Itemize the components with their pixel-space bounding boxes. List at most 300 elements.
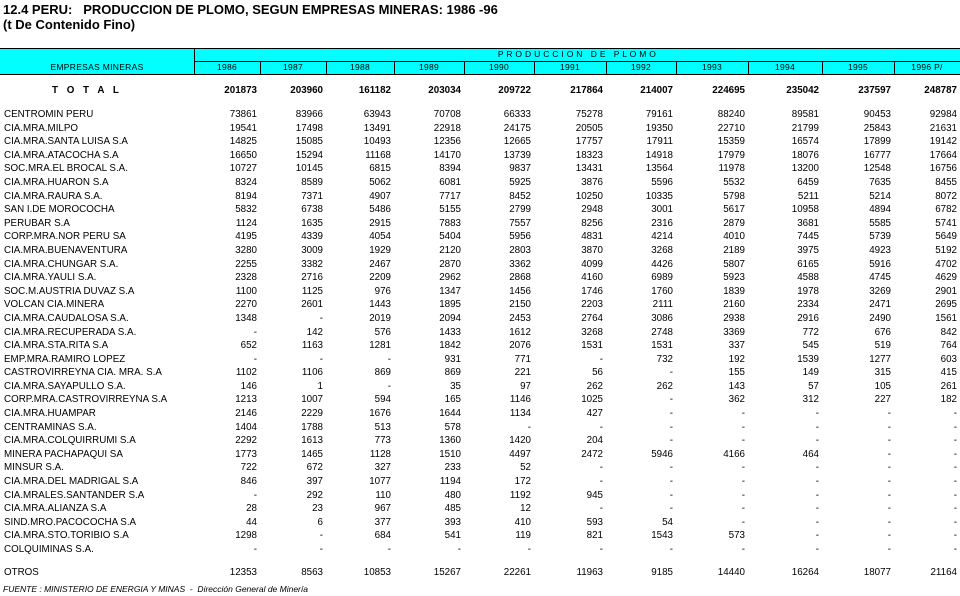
value-cell: 4010: [723, 231, 745, 243]
company-name: CASTROVIRREYNA CIA. MRA. S.A: [4, 367, 162, 379]
value-cell: 1443: [369, 299, 391, 311]
table-row: [0, 190, 960, 204]
value-cell: -: [741, 489, 745, 501]
value-cell: -: [319, 544, 323, 555]
value-cell: 21799: [791, 122, 819, 134]
value-cell: -: [669, 394, 673, 406]
value-cell: -: [887, 503, 891, 515]
value-cell: -: [253, 326, 257, 338]
value-cell: 4195: [235, 231, 257, 243]
table-row: [0, 516, 960, 530]
value-cell: 1839: [723, 285, 745, 297]
value-cell: 237597: [858, 85, 891, 97]
value-cell: 16574: [791, 136, 819, 148]
value-cell: -: [887, 462, 891, 474]
value-cell: 545: [802, 340, 819, 352]
value-cell: -: [887, 408, 891, 420]
spacer-row: [0, 557, 960, 566]
value-cell: 146: [240, 380, 257, 392]
table-row: [0, 543, 960, 557]
value-cell: 8455: [935, 176, 957, 188]
value-cell: 17979: [717, 149, 745, 161]
value-cell: -: [953, 448, 957, 460]
value-cell: 105: [874, 380, 891, 392]
value-cell: 1746: [581, 285, 603, 297]
value-cell: 5404: [439, 231, 461, 243]
value-cell: 11963: [576, 566, 603, 578]
value-cell: 88240: [717, 109, 745, 120]
value-cell: 8256: [581, 217, 603, 229]
value-cell: 15267: [433, 566, 461, 578]
value-cell: 2292: [235, 435, 257, 447]
value-cell: 3086: [651, 312, 673, 324]
value-cell: 7557: [509, 217, 531, 229]
value-cell: 4054: [369, 231, 391, 243]
value-cell: 1539: [797, 353, 819, 365]
value-cell: 3280: [235, 244, 257, 256]
value-cell: -: [815, 530, 819, 542]
table-row: [0, 353, 960, 367]
value-cell: 4166: [723, 448, 745, 460]
value-cell: 1773: [235, 448, 257, 460]
value-cell: 235042: [786, 85, 819, 97]
value-cell: 20505: [575, 122, 603, 134]
value-cell: 842: [940, 326, 957, 338]
value-cell: 2453: [509, 312, 531, 324]
value-cell: 2120: [439, 244, 461, 256]
value-cell: 92984: [929, 109, 957, 120]
value-cell: 4426: [651, 258, 673, 270]
value-cell: 672: [306, 462, 323, 474]
value-cell: 8452: [509, 190, 531, 202]
value-cell: -: [599, 544, 603, 555]
value-cell: 945: [586, 489, 603, 501]
value-cell: 203960: [290, 85, 323, 97]
table-row: [0, 285, 960, 299]
header-year: 1995: [847, 62, 869, 72]
value-cell: 1676: [369, 408, 391, 420]
company-name: CIA.MRA.BUENAVENTURA: [4, 244, 128, 256]
value-cell: -: [457, 544, 461, 555]
value-cell: 214007: [640, 85, 673, 97]
company-name: PERUBAR S.A: [4, 217, 70, 229]
value-cell: 10727: [229, 163, 257, 175]
value-cell: 1: [317, 380, 323, 392]
value-cell: 2490: [869, 312, 891, 324]
value-cell: 773: [374, 435, 391, 447]
table-row: [0, 162, 960, 176]
company-name: CIA.MRA.RECUPERADA S.A.: [4, 326, 137, 338]
value-cell: 13431: [575, 163, 603, 175]
value-cell: -: [599, 353, 603, 365]
value-cell: 19541: [229, 122, 257, 134]
value-cell: 35: [450, 380, 461, 392]
company-name: CIA.MRA.ALIANZA S.A: [4, 503, 107, 515]
value-cell: 2334: [797, 299, 819, 311]
value-cell: 976: [374, 285, 391, 297]
value-cell: 224695: [712, 85, 745, 97]
value-cell: 2076: [509, 340, 531, 352]
value-cell: 7635: [869, 176, 891, 188]
table-row: [0, 176, 960, 190]
value-cell: -: [887, 435, 891, 447]
value-cell: 3369: [723, 326, 745, 338]
value-cell: 192: [728, 353, 745, 365]
table-row: [0, 230, 960, 244]
value-cell: 18077: [863, 566, 891, 578]
company-name: CENTROMIN PERU: [4, 109, 94, 120]
value-cell: 155: [728, 367, 745, 379]
value-cell: 56: [592, 367, 603, 379]
value-cell: -: [669, 462, 673, 474]
value-cell: 8394: [439, 163, 461, 175]
value-cell: 7883: [439, 217, 461, 229]
value-cell: 292: [306, 489, 323, 501]
table-row: [0, 407, 960, 421]
value-cell: 70708: [433, 109, 461, 120]
value-cell: 1404: [235, 421, 257, 433]
value-cell: -: [387, 353, 391, 365]
value-cell: 8563: [301, 566, 323, 578]
value-cell: 3268: [651, 244, 673, 256]
value-cell: 1194: [439, 476, 461, 488]
value-cell: 18076: [791, 149, 819, 161]
value-cell: -: [815, 421, 819, 433]
value-cell: 52: [520, 462, 531, 474]
value-cell: 1760: [651, 285, 673, 297]
value-cell: 1635: [301, 217, 323, 229]
value-cell: 5739: [869, 231, 891, 243]
value-cell: 1531: [651, 340, 673, 352]
table-row: [0, 217, 960, 231]
value-cell: 2111: [652, 299, 673, 311]
value-cell: 4894: [869, 204, 891, 216]
value-cell: -: [815, 408, 819, 420]
value-cell: 19142: [929, 136, 957, 148]
value-cell: 10493: [363, 136, 391, 148]
value-cell: -: [741, 462, 745, 474]
value-cell: 233: [444, 462, 461, 474]
value-cell: 110: [375, 489, 391, 501]
company-name: EMP.MRA.RAMIRO LOPEZ: [4, 353, 126, 365]
value-cell: 11168: [365, 149, 391, 161]
table-row: [0, 502, 960, 516]
value-cell: 1347: [439, 285, 461, 297]
value-cell: 44: [246, 516, 257, 528]
company-name: OTROS: [4, 566, 39, 578]
value-cell: 17899: [863, 136, 891, 148]
value-cell: 1644: [439, 408, 461, 420]
value-cell: 821: [586, 530, 603, 542]
value-cell: 1613: [301, 435, 323, 447]
value-cell: 415: [940, 367, 957, 379]
value-cell: 397: [306, 476, 323, 488]
value-cell: 1788: [301, 421, 323, 433]
value-cell: -: [953, 476, 957, 488]
value-cell: 204: [586, 435, 603, 447]
company-name: MINSUR S.A.: [4, 462, 64, 474]
header-mid-rule: [194, 61, 960, 62]
company-name: CIA.MRA.COLQUIRRUMI S.A: [4, 435, 136, 447]
value-cell: 16756: [929, 163, 957, 175]
header-group-label: P R O D U C C I O N D E P L O M O: [497, 49, 657, 59]
value-cell: 1510: [439, 448, 461, 460]
value-cell: 869: [374, 367, 391, 379]
value-cell: 1125: [301, 285, 323, 297]
value-cell: 63943: [363, 109, 391, 120]
value-cell: -: [253, 353, 257, 365]
value-cell: 732: [656, 353, 673, 365]
value-cell: -: [669, 421, 673, 433]
value-cell: -: [887, 421, 891, 433]
value-cell: 3975: [797, 244, 819, 256]
header-year: 1992: [630, 62, 652, 72]
header-year-divider: [464, 61, 465, 75]
value-cell: 5192: [935, 244, 957, 256]
value-cell: 1561: [935, 312, 957, 324]
value-cell: 209722: [498, 85, 531, 97]
value-cell: 8072: [935, 190, 957, 202]
table-row: [0, 271, 960, 285]
table-row: [0, 108, 960, 122]
value-cell: -: [741, 544, 745, 555]
value-cell: 2764: [581, 312, 603, 324]
value-cell: 315: [874, 367, 891, 379]
value-cell: 5832: [235, 204, 257, 216]
value-cell: 5211: [797, 190, 819, 202]
value-cell: 4923: [869, 244, 891, 256]
value-cell: 772: [802, 326, 819, 338]
company-name: MINERA PACHAPAQUI SA: [4, 448, 123, 460]
value-cell: 1134: [509, 408, 531, 420]
value-cell: 1348: [235, 312, 257, 324]
table-row: [0, 244, 960, 258]
value-cell: 14918: [645, 149, 673, 161]
value-cell: 1106: [301, 367, 323, 379]
value-cell: 17757: [575, 136, 603, 148]
value-cell: -: [741, 421, 745, 433]
value-cell: 15359: [717, 136, 745, 148]
value-cell: -: [741, 408, 745, 420]
header-year-divider: [676, 61, 677, 75]
value-cell: -: [887, 516, 891, 528]
table-row: [0, 326, 960, 340]
value-cell: 1077: [369, 476, 391, 488]
value-cell: 227: [874, 394, 891, 406]
value-cell: 393: [444, 516, 461, 528]
value-cell: 5214: [869, 190, 891, 202]
value-cell: 1277: [869, 353, 891, 365]
value-cell: 3870: [581, 244, 603, 256]
value-cell: 764: [940, 340, 957, 352]
value-cell: 3681: [797, 217, 819, 229]
value-cell: 2209: [369, 272, 391, 284]
value-cell: 66333: [503, 109, 531, 120]
value-cell: 23: [312, 503, 323, 515]
header-year: 1994: [774, 62, 796, 72]
company-name: SOC.MRA.EL BROCAL S.A.: [4, 163, 128, 175]
company-name: VOLCAN CIA.MINERA: [4, 299, 105, 311]
value-cell: 5798: [723, 190, 745, 202]
value-cell: 182: [940, 394, 957, 406]
company-name: T O T A L: [52, 85, 122, 97]
value-cell: 312: [802, 394, 819, 406]
value-cell: 6989: [651, 272, 673, 284]
value-cell: 83966: [295, 109, 323, 120]
value-cell: -: [815, 435, 819, 447]
value-cell: 771: [514, 353, 531, 365]
value-cell: -: [953, 489, 957, 501]
value-cell: 3362: [509, 258, 531, 270]
value-cell: 9837: [509, 163, 531, 175]
value-cell: 8589: [301, 176, 323, 188]
header-year-divider: [606, 61, 607, 75]
page-title: 12.4 PERU: PRODUCCION DE PLOMO, SEGUN EMPRESAS MINERAS: 1986 -96: [3, 2, 498, 17]
value-cell: 2870: [439, 258, 461, 270]
header-year: 1988: [349, 62, 371, 72]
value-cell: 165: [444, 394, 461, 406]
value-cell: 4629: [935, 272, 957, 284]
value-cell: 5956: [509, 231, 531, 243]
company-name: CIA.MRA.ATACOCHA S.A: [4, 149, 119, 161]
value-cell: -: [815, 476, 819, 488]
value-cell: 722: [240, 462, 257, 474]
header-year-divider: [534, 61, 535, 75]
value-cell: 6165: [797, 258, 819, 270]
value-cell: 1420: [509, 435, 531, 447]
value-cell: 652: [240, 340, 257, 352]
page-subtitle: (t De Contenido Fino): [3, 17, 136, 32]
value-cell: 2948: [581, 204, 603, 216]
table-row: [0, 448, 960, 462]
value-cell: 4745: [869, 272, 891, 284]
value-cell: -: [669, 489, 673, 501]
value-cell: 12548: [863, 163, 891, 175]
value-cell: 1192: [509, 489, 531, 501]
value-cell: 1465: [301, 448, 323, 460]
value-cell: 4339: [301, 231, 323, 243]
value-cell: 4702: [935, 258, 957, 270]
value-cell: -: [599, 462, 603, 474]
value-cell: 6459: [797, 176, 819, 188]
value-cell: 2472: [581, 448, 603, 460]
value-cell: 2160: [723, 299, 745, 311]
value-cell: 1100: [235, 285, 257, 297]
value-cell: 2803: [509, 244, 531, 256]
value-cell: 464: [802, 448, 819, 460]
value-cell: 427: [586, 408, 603, 420]
value-cell: 221: [514, 367, 531, 379]
value-cell: -: [669, 408, 673, 420]
value-cell: 410: [514, 516, 531, 528]
table-row: [0, 434, 960, 448]
value-cell: 967: [374, 503, 391, 515]
value-cell: 4099: [581, 258, 603, 270]
value-cell: 2019: [369, 312, 391, 324]
value-cell: 5596: [651, 176, 673, 188]
value-cell: 2695: [935, 299, 957, 311]
value-cell: 22918: [433, 122, 461, 134]
value-cell: 480: [444, 489, 461, 501]
value-cell: 15294: [295, 149, 323, 161]
value-cell: 2146: [235, 408, 257, 420]
company-name: SIND.MRO.PACOCOCHA S.A: [4, 516, 137, 528]
value-cell: 1842: [439, 340, 461, 352]
value-cell: 2962: [439, 272, 461, 284]
spacer-row: [0, 99, 960, 108]
table-row: [0, 312, 960, 326]
value-cell: -: [887, 544, 891, 555]
company-name: SAN I.DE MOROCOCHA: [4, 204, 115, 216]
value-cell: 9185: [651, 566, 673, 578]
value-cell: -: [953, 516, 957, 528]
value-cell: 2150: [509, 299, 531, 311]
value-cell: -: [815, 544, 819, 555]
company-name: CIA.MRA.YAULI S.A.: [4, 272, 97, 284]
value-cell: 3876: [581, 176, 603, 188]
value-cell: 2716: [301, 272, 323, 284]
value-cell: 2316: [651, 217, 673, 229]
value-cell: 16264: [791, 566, 819, 578]
total-row: [0, 83, 960, 99]
value-cell: -: [669, 476, 673, 488]
value-cell: 261: [940, 380, 957, 392]
value-cell: -: [669, 435, 673, 447]
value-cell: 2868: [509, 272, 531, 284]
value-cell: 869: [444, 367, 461, 379]
value-cell: 3001: [651, 204, 673, 216]
value-cell: 2471: [869, 299, 891, 311]
value-cell: 12356: [433, 136, 461, 148]
value-cell: 21631: [929, 122, 957, 134]
value-cell: 2901: [935, 285, 957, 297]
value-cell: 519: [874, 340, 891, 352]
value-cell: 10250: [575, 190, 603, 202]
value-cell: 57: [808, 380, 819, 392]
value-cell: 10145: [295, 163, 323, 175]
company-name: CIA.MRA.SANTA LUISA S.A: [4, 136, 128, 148]
value-cell: 10335: [645, 190, 673, 202]
value-cell: 603: [940, 353, 957, 365]
table-row: [0, 366, 960, 380]
value-cell: 1531: [581, 340, 603, 352]
table-row: [0, 258, 960, 272]
value-cell: 16650: [229, 149, 257, 161]
value-cell: -: [741, 516, 745, 528]
value-cell: 5925: [509, 176, 531, 188]
value-cell: 1298: [235, 530, 257, 542]
value-cell: 5916: [869, 258, 891, 270]
value-cell: 14170: [433, 149, 461, 161]
value-cell: 75278: [575, 109, 603, 120]
value-cell: 15085: [295, 136, 323, 148]
header-year: 1996 P/: [911, 62, 943, 72]
value-cell: 5649: [935, 231, 957, 243]
value-cell: 262: [656, 380, 673, 392]
value-cell: 5532: [723, 176, 745, 188]
value-cell: 19350: [645, 122, 673, 134]
value-cell: 377: [374, 516, 391, 528]
value-cell: 248787: [924, 85, 957, 97]
company-name: SOC.M.AUSTRIA DUVAZ S.A: [4, 285, 135, 297]
header-year-divider: [894, 61, 895, 75]
table-row: [0, 393, 960, 407]
table-row: [0, 339, 960, 353]
value-cell: 2229: [301, 408, 323, 420]
value-cell: -: [887, 489, 891, 501]
value-cell: 2799: [509, 204, 531, 216]
value-cell: 362: [728, 394, 745, 406]
